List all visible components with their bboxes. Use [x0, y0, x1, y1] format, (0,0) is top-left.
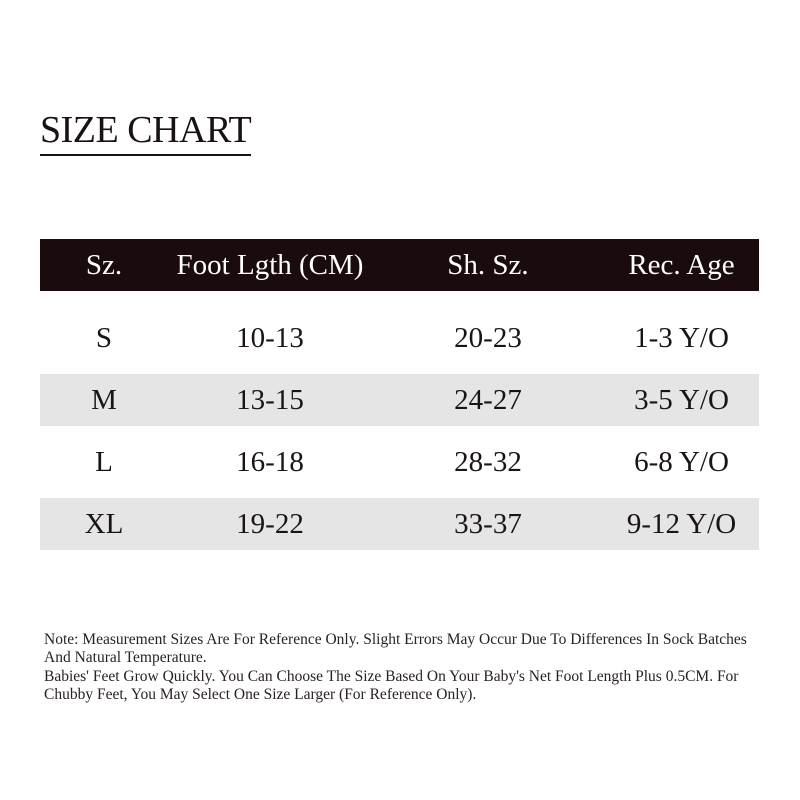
cell-foot-length: 16-18	[236, 446, 304, 478]
cell-recommended-age: 1-3 Y/O	[634, 322, 729, 354]
cell-foot-length: 13-15	[236, 384, 304, 416]
cell-shoe-size: 33-37	[454, 508, 522, 540]
page-title: SIZE CHART	[40, 108, 251, 156]
cell-foot-length: 10-13	[236, 322, 304, 354]
cell-size: S	[95, 322, 113, 354]
cell-recommended-age: 6-8 Y/O	[634, 446, 729, 478]
header-foot-length: Foot Lgth (CM)	[176, 249, 364, 281]
cell-recommended-age: 9-12 Y/O	[626, 508, 737, 540]
cell-recommended-age: 3-5 Y/O	[634, 384, 729, 416]
table-row	[40, 374, 759, 426]
header-shoe-size: Sh. Sz.	[447, 249, 529, 281]
header-size: Sz.	[85, 249, 123, 281]
cell-shoe-size: 20-23	[454, 322, 522, 354]
header-recommended-age: Rec. Age	[628, 249, 735, 281]
cell-shoe-size: 24-27	[454, 384, 522, 416]
table-row	[40, 436, 759, 488]
table-row	[40, 498, 759, 550]
table-row	[40, 312, 759, 364]
cell-shoe-size: 28-32	[454, 446, 522, 478]
cell-size: XL	[84, 508, 124, 540]
cell-size: L	[95, 446, 113, 478]
table-header-row	[40, 239, 759, 291]
size-chart-table	[40, 239, 759, 550]
cell-size: M	[91, 384, 117, 416]
cell-foot-length: 19-22	[236, 508, 304, 540]
size-note	[44, 631, 756, 704]
note-measurement-disclaimer: Note: Measurement Sizes Are For Reference Only. Slight Errors May Occur Due To Differences In Sock Batches And Natural Temperature.	[44, 631, 747, 667]
note-sizing-advice: Babies' Feet Grow Quickly. You Can Choose The Size Based On Your Baby's Net Foot Length Plus 0.5CM. For Chubby Feet, You May Select One Size Larger (For Reference Only).	[44, 667, 739, 703]
